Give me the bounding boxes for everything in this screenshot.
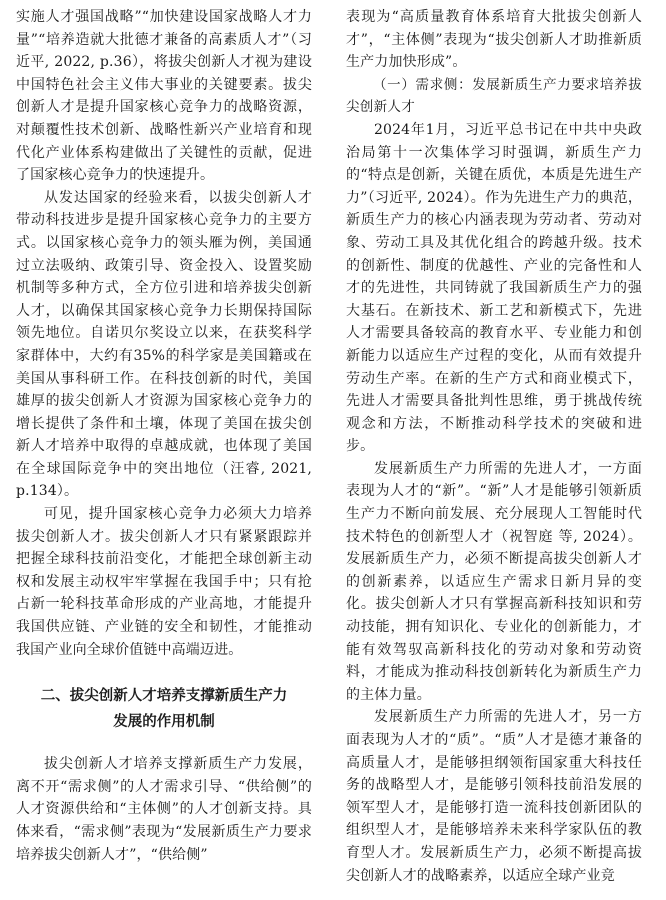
body-paragraph: 表现为“高质量教育体系培育大批拔尖创新人才”，“主体侧”表现为“拔尖创新人才助推新质生产力加快形成”。 <box>346 9 642 71</box>
left-column <box>16 6 312 866</box>
body-paragraph: 可见，提升国家核心竞争力必须大力培养拔尖创新人才。拔尖创新人才只有紧紧跟踪并把握全球科技前沿变化，才能把全球创新主动权和发展主动权牢牢掌握在我国手中；只有抢占新一轮科技革命形成的产业高地，才能提升我国供应链、产业链的安全和韧性，才能推动我国产业向全球价值链中高端迈进。 <box>16 506 312 658</box>
body-paragraph: 2024年1月，习近平总书记在中共中央政治局第十一次集体学习时强调，新质生产力的“特点是创新，关键在质优，本质是先进生产力”（习近平, 2024）。作为先进生产力的典范，新质生产力的核心内涵表现为劳动者、劳动对象、劳动工具及其优化组合的跨越升级。技术的创新性、制度的优越性、产业的完备性和人才的先进性，共同铸就了我国新质生产力的强大基石。在新技术、新工艺和新模式下，先进人才需要具备较高的教育水平、专业能力和创新能力以适应生产过程的变化，从而有效提升劳动生产率。在新的生产方式和商业模式下，先进人才需要具备批判性思维，勇于挑战传统观念和方法，不断推动科学技术的突破和进步。 <box>346 121 642 455</box>
section-heading <box>16 683 312 735</box>
body-paragraph: 发展新质生产力所需的先进人才，另一方面表现为人才的“质”。“质”人才是德才兼备的高质量人才，是能够担纲领衔国家重大科技任务的战略型人才，是能够引领科技前沿发展的领军型人才，是能够打造一流科技创新团队的组织型人才，是能够培养未来科学家队伍的教育型人才。发展新质生产力，必须不断提高拔尖创新人才的战略素养，以适应全球产业竞 <box>346 709 642 884</box>
body-paragraph: 从发达国家的经验来看，以拔尖创新人才带动科技进步是提升国家核心竞争力的主要方式。以国家核心竞争力的领头雁为例，美国通过立法吸纳、政策引导、资金投入、设置奖励机制等多种方式，全方位引进和培养拔尖创新人才，以确保其国家核心竞争力长期保持国际领先地位。自诺贝尔奖设立以来，在获奖科学家群体中，大约有35%的科学家是美国籍或在美国从事科研工作。在科技创新的时代，美国雄厚的拔尖创新人才资源为国家核心竞争力的增长提供了条件和土壤，体现了美国在拔尖创新人才培养中取得的卓越成就，也体现了美国在全球国际竞争中的突出地位（汪睿, 2021, p.134）。 <box>16 189 312 500</box>
section-heading-line: 二、拔尖创新人才培养支撑新质生产力 <box>40 688 288 705</box>
subsection-heading: （一）需求侧：发展新质生产力要求培养拔尖创新人才 <box>346 76 642 116</box>
body-paragraph: 拔尖创新人才培养支撑新质生产力发展，离不开“需求侧”的人才需求引导、“供给侧”的人才资源供给和“主体侧”的人才创新支持。具体来看，“需求侧”表现为“发展新质生产力要求培养拔尖创新人才”，“供给侧” <box>16 756 312 863</box>
section-heading-line: 发展的作用机制 <box>113 714 215 731</box>
body-paragraph: 发展新质生产力所需的先进人才，一方面表现为人才的“新”。“新”人才是能够引领新质生产力不断向前发展、充分展现人工智能时代技术特色的创新型人才（祝智庭 等, 2024）。发展新质生产力，必须不断提高拔尖创新人才的创新素养，以适应生产需求日新月异的变化。拔尖创新人才只有掌握高新科技知识和劳动技能，拥有知识化、专业化的创新能力，才能有效驾驭高新科技化的劳动对象和劳动资料，才能成为推动科技创新转化为新质生产力的主体力量。 <box>346 460 642 703</box>
body-paragraph: 实施人才强国战略”“加快建设国家战略人才力量”“培养造就大批德才兼备的高素质人才”（习近平, 2022, p.36），将拔尖创新人才视为建设中国特色社会主义伟大事业的关键要素。拔尖创新人才是提升国家核心竞争力的战略资源，对颠覆性技术创新、战略性新兴产业培育和现代化产业体系构建做出了关键性的贡献，促进了国家核心竞争力的快速提升。 <box>16 9 312 184</box>
right-column <box>346 6 642 887</box>
